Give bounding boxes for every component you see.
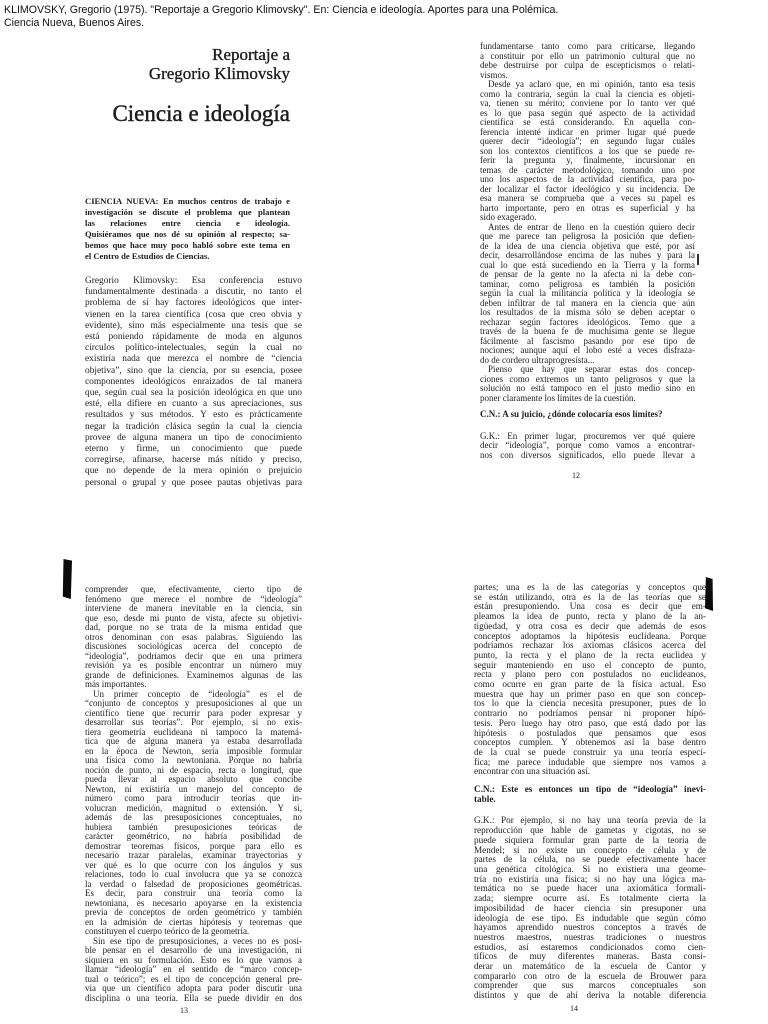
text-line: objetiva”, sino que la ciencia, por su esencia, posee	[85, 365, 302, 376]
text-line: una física como la newtoniana. Porque no habría	[85, 755, 302, 765]
text-line: estudios, así estaremos condicionados como cien-	[474, 941, 706, 952]
text-line: compararlo con otro de la escuela de Brouwer para	[474, 970, 706, 981]
text-line: Antes de entrar de lleno en la cuestión quiero decir	[488, 221, 695, 232]
text-line: volucran medición, magnitud o extensión. Y si,	[85, 802, 302, 813]
text-line: nos con diversos significados, ello puede llevar a	[480, 449, 695, 460]
text-line: Newton, ni existiría un manejo del concepto de	[85, 783, 302, 794]
scan-mark	[62, 559, 72, 599]
body-paragraph	[85, 690, 302, 937]
text-line: comprender que, efectivamente, cierto tipo de	[85, 584, 302, 594]
text-line: C.N.: Este es entonces un tipo de “ideología” inevi-	[474, 784, 706, 795]
text-line: conceptos adoptamos la hipótesis euclideana. Porque	[474, 630, 706, 641]
text-line: do de cordero ultraprogresista...	[480, 354, 595, 365]
text-line: “ideología”, podríamos decir que en una primera	[85, 650, 302, 661]
text-line: table.	[474, 793, 496, 804]
text-line: nociones; aunque aquí el lobo esté a veces disfraza-	[480, 345, 695, 355]
text-line: carácter geométrico, no habría posibilidad de	[85, 831, 302, 841]
text-line: muestra que hay un primer paso en que son concep-	[474, 688, 706, 699]
text-line: temas de carácter metodológico, tomando uno por	[480, 164, 695, 175]
text-line: contrario no podríamos pensar ni proponer hipó-	[474, 708, 706, 719]
text-line: las relaciones entre ciencia e ideología.	[85, 218, 290, 228]
text-line: cual lo que está sucediendo en la Tierra y la forma	[480, 259, 695, 270]
text-line: resultados y sus métodos. Y esto es prácticamente	[85, 410, 302, 421]
text-line: que me parece tan peligrosa la posición que defien-	[480, 231, 695, 241]
text-line: podríamos rechazar los axiomas clásicos acerca del	[474, 640, 706, 651]
text-line: seguir manteniendo en uso el concepto de punto,	[474, 659, 706, 670]
text-line: partes; una es la de las categorías y conceptos que	[474, 582, 706, 592]
text-line: existiría nada que merezca el nombre de “ciencia	[85, 354, 302, 365]
answer-paragraph	[85, 276, 302, 489]
text-line: vienen en la tarea científica (cosa que creo obvia y	[85, 309, 302, 320]
interviewee-name: Gregorio Klimovsky	[148, 64, 290, 83]
page-1-intro	[85, 196, 290, 262]
text-line: círculos político-intelectuales, según la cual no	[85, 343, 302, 354]
citation-header	[4, 4, 558, 30]
text-line: tica que de alguna manera ya estaba desarrollada	[85, 736, 302, 746]
text-line: ciones como extremos un tanto peligrosos y que la	[480, 373, 695, 384]
text-line: fenómeno que merece el nombre de “ideología”	[85, 593, 302, 604]
text-line: punto, la recta y el plano de la recta euclidea y	[474, 649, 706, 660]
text-line: necesario trazar paralelas, examinar trayectorias y	[85, 850, 302, 860]
body-paragraph	[480, 365, 695, 403]
text-line: en la época de Newton, sería imposible formular	[85, 745, 302, 756]
page-3-body	[85, 585, 302, 1003]
text-line: nuestros maestros, nuestras tradiciones o nuestros	[474, 931, 706, 942]
text-line: Quisiéramos que nos dé su opinión al respecto; sa-	[85, 229, 290, 239]
text-line: a constituir por ello un patrimonio cultural que no	[480, 50, 695, 61]
text-line: tría no existiría una física; si no hay una lógica ma-	[474, 873, 706, 884]
article-kicker	[90, 45, 290, 83]
text-line: tíficos de muy diferentes maneras. Basta consi-	[474, 951, 706, 962]
text-line: número como para introducir teorías que in-	[85, 793, 302, 803]
text-line: negar la tradición clásica según la cual la ciencia	[85, 421, 302, 432]
text-line: se están utilizando, otra es la de las teorías que se	[474, 591, 706, 602]
text-line: ferir la pregunta y, finalmente, incursionar en	[480, 155, 695, 165]
text-line: comprender que sus marcos conceptuales son	[474, 980, 706, 991]
text-line: der localizar el factor ideológico y su incidencia. De	[480, 183, 695, 194]
text-line: deben infiltrar de tal manera en la ciencia que aún	[480, 297, 695, 308]
text-line: problema de si hay factores ideológicos que inter-	[85, 298, 302, 309]
text-line: taminar, como peligrosa es también la posición	[480, 278, 695, 289]
text-line: través de la buena fe de muchísima gente se llegue	[480, 326, 695, 336]
text-line: tiera geometría euclideana ni tampoco la matemá-	[85, 726, 302, 737]
text-line: grande de definiciones. Examinemos algunas de las	[85, 669, 302, 680]
text-line: encontrar con una situación así.	[474, 766, 591, 777]
text-line: en la admisión de ciertas hipótesis y teoremas que	[85, 916, 302, 927]
text-line: tesis. Pero luego hay otro paso, que está dado por las	[474, 717, 706, 728]
text-line: pleamos la idea de punto, recta y plano de la an-	[474, 611, 706, 622]
text-line: bemos que hace muy poco habló sobre este tema en	[85, 240, 290, 250]
interview-question	[474, 785, 706, 804]
text-line: demostrar teoremas físicos, porque para ello es	[85, 840, 302, 851]
text-line: que eso, desde mi punto de vista, afecte su objetivi-	[85, 612, 302, 623]
text-line: sido exagerado.	[480, 212, 537, 222]
text-line: ideología de ese tipo. Es indudable que según cómo	[474, 912, 706, 923]
text-line: puede siquiera formular gran parte de la teoría de	[474, 834, 706, 845]
text-line: Pienso que hay que separar estas dos concep-	[488, 364, 695, 374]
scan-mark	[705, 577, 713, 611]
text-line: rechazar según factores ideológicos. Temo que a	[480, 316, 695, 327]
text-line: provee de alguna manera un tipo de conocimiento	[85, 432, 302, 443]
text-line: Gregorio Klimovsky: Esa conferencia estuvo	[85, 276, 302, 286]
body-paragraph	[85, 585, 302, 690]
text-line: decir, desarrollándose encima de las nubes y para la	[480, 250, 695, 260]
text-line: eterno y firme, un conocimiento que puede	[85, 444, 302, 455]
text-line: Es decir, para construir una teoría como la	[85, 888, 302, 898]
text-line: “conjunto de conceptos y presuposiciones al que un	[85, 698, 302, 708]
text-line: investigación se discute el problema que plantean	[85, 207, 290, 217]
text-line: científica se está considerando. En aquella con-	[480, 117, 695, 127]
text-line: constituyen el cuerpo teórico de la geometría.	[85, 926, 250, 936]
text-line: de pensar de la gente no la afecta ni la debe con-	[480, 269, 695, 279]
text-line: pueda llevar al espacio absoluto que concibe	[85, 774, 302, 784]
page-number: 13	[180, 1006, 188, 1015]
page-number: 12	[572, 471, 580, 480]
text-line: debe destruirse por culpa de escepticismos o relati-	[480, 60, 695, 70]
citation-line: Ciencia Nueva, Buenos Aires.	[4, 17, 145, 29]
text-line: llamar “ideología” en el sentido de “marco concep-	[85, 964, 302, 974]
text-line: el Centro de Estudios de Ciencias.	[85, 251, 210, 261]
text-line: Un primer concepto de “ideología” es el de	[93, 688, 302, 699]
text-line: CIENCIA NUEVA: En muchos centros de trabajo e	[85, 196, 290, 206]
text-line: que no depende de la mera opinión o prejuicio	[85, 466, 302, 477]
text-line: esa manera se comprueba que a veces su papel es	[480, 193, 695, 203]
article-title: Ciencia e ideología	[112, 101, 290, 126]
text-line: hayamos aprendido nuestros conceptos a través de	[474, 922, 706, 933]
text-line: uno los aspectos de la actividad científica, para po-	[480, 174, 695, 184]
text-line: Mendel; si no existe un concepto de célula y de	[474, 844, 706, 855]
text-line: temática no se puede hacer una axiomática formali-	[474, 883, 706, 894]
body-paragraph	[480, 42, 695, 80]
text-line: distintos y que de ahí deriva la notable diferencia	[474, 990, 706, 1001]
text-line: vismos.	[480, 69, 508, 80]
text-line: newtoniana, es necesario apoyarse en la existencia	[85, 897, 302, 908]
text-line: Desde ya aclaro que, en mi opinión, tanto esa tesis	[488, 79, 695, 89]
text-line: está poniendo rápidamente de moda en algunos	[85, 332, 302, 343]
text-line: poner claramente los límites de la cuestión.	[480, 392, 636, 403]
text-line: evidente), sino más especialmente una tesis que se	[85, 320, 302, 331]
text-line: querer decir “ideología”; en segundo lugar cuáles	[480, 136, 695, 146]
text-line: según la cual la militancia política y la ideología se	[480, 288, 695, 298]
text-line: imposibilidad de hacer ciencia sin presuponer una	[474, 902, 706, 913]
text-line: via que un científico adopta para poder discutir una	[85, 983, 302, 993]
text-line: Sin ese tipo de presuposiciones, a veces no es posi-	[93, 935, 302, 946]
body-paragraph	[480, 80, 695, 223]
text-line: relaciones, todo lo cual involucra que ya se conozca	[85, 869, 302, 879]
text-line: interviene de manera inevitable en la ciencia, sin	[85, 603, 302, 613]
body-paragraph	[474, 583, 706, 777]
text-line: conceptos cumplen. Y obtenemos así la base dentro	[474, 737, 706, 748]
text-line: ver qué es lo que ocurre con los ángulos y sus	[85, 859, 302, 870]
page-4-body	[474, 583, 706, 1001]
answer-paragraph	[474, 816, 706, 1000]
text-line: corregirse, afinarse, hacerse más nítido y preciso,	[85, 455, 302, 466]
answer-paragraph	[480, 432, 695, 461]
page-number: 14	[570, 1004, 578, 1013]
text-line: científico tiene que recurrir para poder expresar y	[85, 707, 302, 718]
body-paragraph	[85, 937, 302, 1004]
text-line: componentes ideológicos enraizados de tal manera	[85, 376, 302, 387]
intro-question	[85, 196, 290, 262]
text-line: siquiera en su formulación. Esto es lo que vamos a	[85, 954, 302, 965]
text-line: los resultados de la misma sólo se deben aceptar o	[480, 307, 695, 317]
text-line: va, tienen su mérito; conviene por lo tanto ver qué	[480, 98, 695, 108]
text-line: G.K.: En primer lugar, procuremos ver qué quiere	[480, 430, 695, 441]
page-1-body	[85, 276, 302, 489]
text-line: es lo que pasa según qué aspecto de la actividad	[480, 107, 695, 118]
text-line: zada; siempre ocurre así. Es totalmente cierta la	[474, 893, 706, 904]
text-line: G.K.: Por ejemplo, si no hay una teoría previa de la	[474, 815, 706, 826]
text-line: noción de punto, ni de espacio, recta o longitud, que	[85, 764, 302, 775]
text-line: disciplina o una teoría. Ella se puede dividir en dos	[85, 992, 302, 1003]
text-line: ferencia intenté indicar en primer lugar qué puede	[480, 126, 695, 137]
text-line: hubiera también presuposiciones teóricas de	[85, 821, 302, 832]
text-line: de la idea de una ciencia objetiva que esté, por así	[480, 240, 695, 251]
text-line: fácilmente al fascismo pasando por ese tipo de	[480, 335, 695, 346]
text-line: previa de conceptos de orden geométrico y también	[85, 907, 302, 917]
text-line: solución no está tampoco en el justo medio sino en	[480, 383, 695, 393]
scan-mark	[697, 254, 699, 265]
text-line: dad, porque no se trata de la misma entidad que	[85, 622, 302, 632]
text-line: son los contextos científicos a los que se puede re-	[480, 145, 695, 156]
text-line: harto importante, pero en otras es superficial y ha	[480, 202, 695, 213]
text-line: de la cual se puede construir ya una teoría especí-	[474, 746, 706, 757]
text-line: como ocurre en gran parte de la física actual. Eso	[474, 679, 706, 690]
text-line: personal o grupal y que posee pautas objetivas para	[85, 477, 302, 488]
text-line: C.N.: A su juicio, ¿dónde colocaría esos límites?	[480, 408, 663, 419]
page-2-body	[480, 42, 695, 460]
body-paragraph	[480, 223, 695, 366]
text-line: partes de la célula, no se puede efectivamente hacer	[474, 854, 706, 865]
text-line: fica; me parece indudable que siempre nos vamos a	[474, 756, 706, 767]
text-line: reproducción que hable de gametas y cigotas, no se	[474, 825, 706, 836]
text-line: además de las presuposiciones conceptuales, no	[85, 812, 302, 822]
text-line: más importantes.	[85, 679, 147, 689]
text-line: hipótesis o postulados que pensamos que esos	[474, 727, 706, 738]
text-line: fundamentarse tanto como para criticarse, llegando	[480, 41, 695, 51]
interview-question	[480, 410, 695, 420]
text-line: discusiones sociológicas acerca del concepto de	[85, 641, 302, 651]
text-line: que, según cual sea la posición ideológica en que uno	[85, 388, 302, 399]
text-line: tigüedad, y otra cosa es decir que además de esos	[474, 620, 706, 631]
text-line: ble pensar en el desarrollo de una investigación, ni	[85, 945, 302, 955]
text-line: esté, ella difiere en cuanto a sus apreciaciones, sus	[85, 399, 302, 410]
text-line: fundamentalmente destinada a discutir, no tanto el	[85, 287, 302, 298]
text-line: derar un matemático de la escuela de Cantor y	[474, 961, 706, 972]
text-line: decir “ideología”, porque como vamos a encontrar-	[480, 440, 695, 450]
text-line: otros denominan con esas palabras. Siguiendo las	[85, 631, 302, 642]
text-line: recta y plano pero con postulados no euclideanos,	[474, 669, 706, 680]
text-line: la verdad o falsedad de proposiciones geométricas.	[85, 878, 302, 889]
text-line: tos lo que la ciencia necesita presuponer, pues de lo	[474, 698, 706, 709]
text-line: como la contraria, según la cual la ciencia es objeti-	[480, 88, 695, 99]
citation-line: KLIMOVSKY, Gregorio (1975). "Reportaje a Gregorio Klimovsky". En: Ciencia e ideología. Aportes para una Polémica.	[4, 4, 559, 16]
text-line: desarrollar sus teorías”. Por ejemplo, si no exis-	[85, 717, 302, 727]
text-line: están presuponiendo. Una cosa es decir que em-	[474, 601, 706, 612]
kicker-line: Reportaje a	[212, 45, 290, 64]
text-line: revisión ya es posible encontrar un número muy	[85, 660, 302, 670]
text-line: una genética citológica. Si no existiera una geome-	[474, 863, 706, 874]
text-line: tual o teórico”; es el tipo de concepción general pre-	[85, 973, 302, 984]
